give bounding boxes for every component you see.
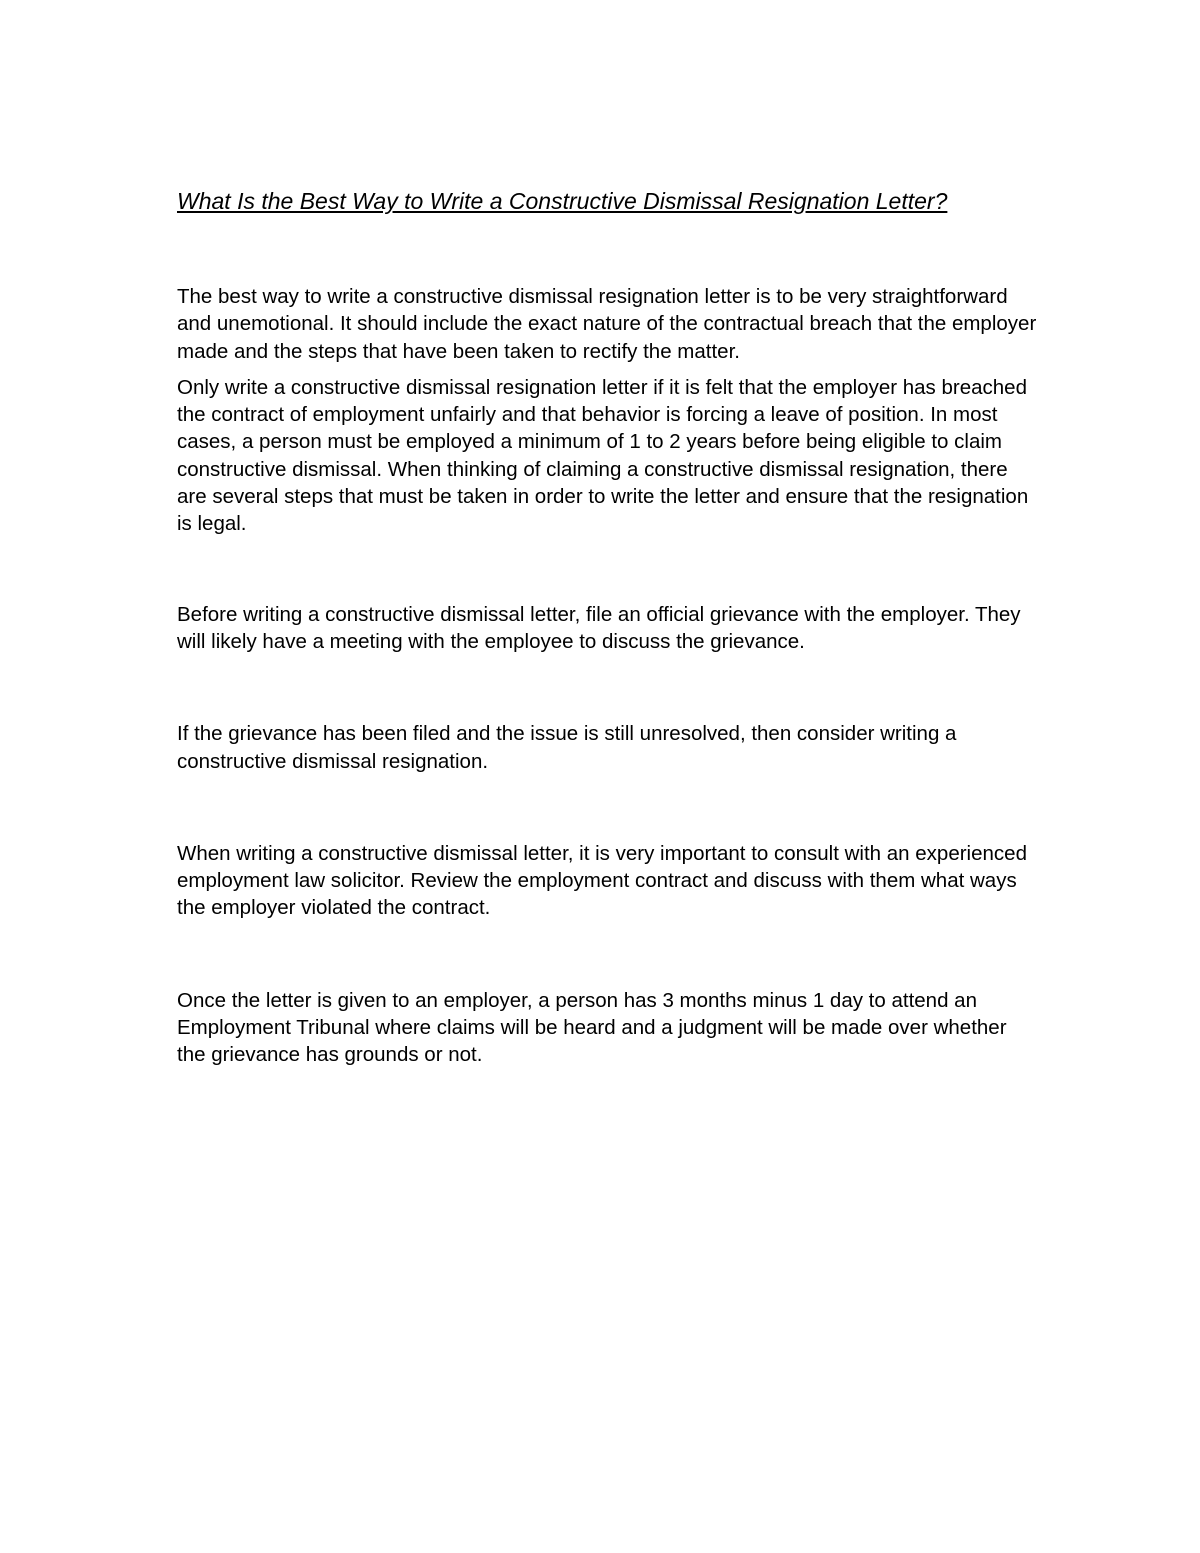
paragraph-file-grievance: Before writing a constructive dismissal letter, file an official grievance with the employer. They will likely have a meeting with the employee to discuss the grievance.	[177, 602, 1021, 653]
document-body	[177, 186, 1037, 1069]
paragraph-when-to-write: Only write a constructive dismissal resignation letter if it is felt that the employer has breached the contract of employment unfairly and that behavior is forcing a leave of position. In most cases, a person must be employed a minimum of 1 to 2 years before being eligible to claim constructive dismissal. When thinking of claiming a constructive dismissal resignation, there are several steps that must be taken in order to write the letter and ensure that the resignation is legal.	[177, 375, 1029, 536]
paragraph-unresolved-grievance: If the grievance has been filed and the issue is still unresolved, then consider writing a constructive dismissal resignation.	[177, 722, 957, 773]
paragraph-employment-tribunal: Once the letter is given to an employer, a person has 3 months minus 1 day to attend an Employment Tribunal where claims will be heard and a judgment will be made over whether the grievance has grounds or not.	[177, 988, 1007, 1067]
paragraph-intro: The best way to write a constructive dismissal resignation letter is to be very straightforward and unemotional. It should include the exact nature of the contractual breach that the employer made and the steps that have been taken to rectify the matter.	[177, 285, 1037, 363]
paragraph-consult-solicitor: When writing a constructive dismissal letter, it is very important to consult with an experienced employment law solicitor. Review the employment contract and discuss with them what ways the employer violated the contract.	[177, 841, 1027, 920]
document-title: What Is the Best Way to Write a Constructive Dismissal Resignation Letter?	[177, 188, 948, 214]
